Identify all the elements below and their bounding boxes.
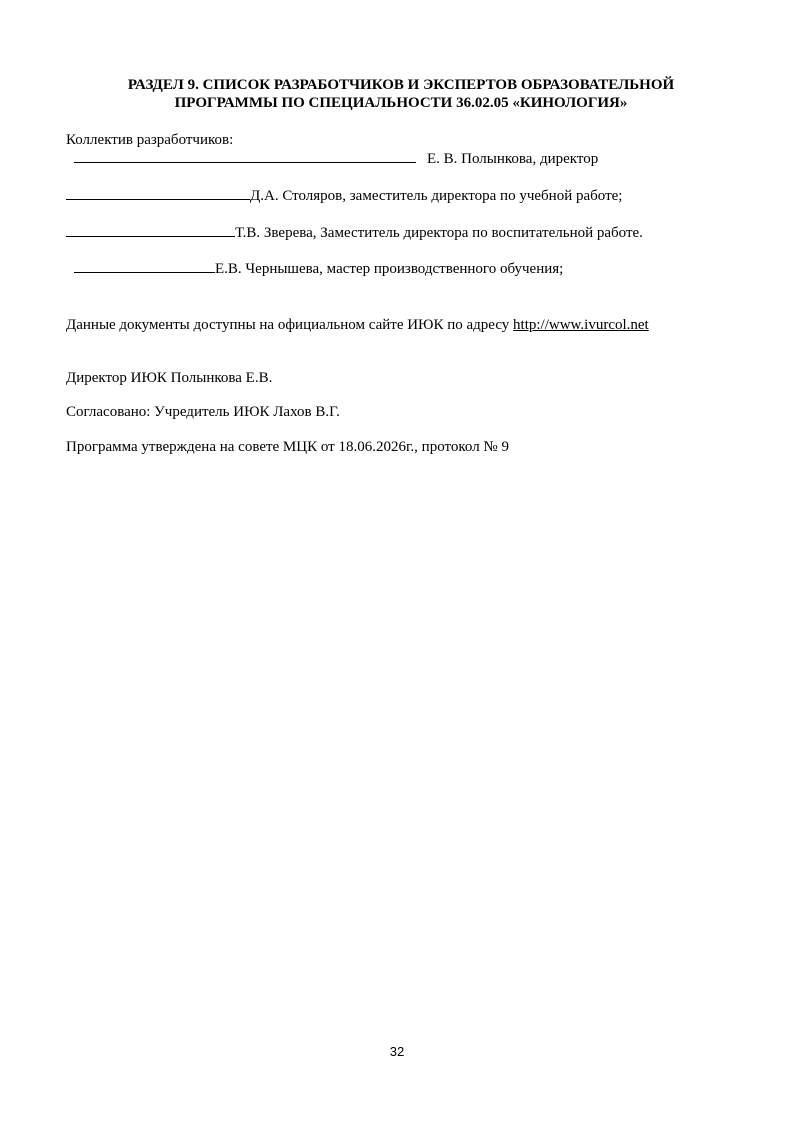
developer-row-4 xyxy=(74,259,563,278)
developer-name: Е.В. Чернышева, мастер производственного обучения; xyxy=(215,261,564,277)
developer-name: Д.А. Столяров, заместитель директора по учебной работе; xyxy=(250,188,623,204)
signature-line xyxy=(74,149,416,163)
developers-label: Коллектив разработчиков: xyxy=(66,132,234,148)
developer-name: Е. В. Полынкова, директор xyxy=(427,151,599,167)
developer-row-1 xyxy=(74,149,598,168)
director-line: Директор ИЮК Полынкова Е.В. xyxy=(66,370,273,386)
signature-line xyxy=(66,186,250,200)
availability-text: Данные документы доступны на официальном сайте ИЮК по адресу xyxy=(66,317,514,333)
availability-paragraph xyxy=(66,316,649,334)
section-heading-line-2: ПРОГРАММЫ ПО СПЕЦИАЛЬНОСТИ 36.02.05 «КИНОЛОГИЯ» xyxy=(174,95,628,111)
agreed-line: Согласовано: Учредитель ИЮК Лахов В.Г. xyxy=(66,404,340,420)
signature-line xyxy=(74,259,215,273)
website-link[interactable]: http://www.ivurcol.net xyxy=(513,317,649,333)
section-heading-line-1: РАЗДЕЛ 9. СПИСОК РАЗРАБОТЧИКОВ И ЭКСПЕРТОВ ОБРАЗОВАТЕЛЬНОЙ xyxy=(127,77,675,93)
page-number: 32 xyxy=(389,1044,405,1059)
signature-line xyxy=(66,223,235,237)
approval-line: Программа утверждена на совете МЦК от 18.06.2026г., протокол № 9 xyxy=(66,439,509,455)
developer-row-3 xyxy=(66,223,643,242)
developer-name: Т.В. Зверева, Заместитель директора по воспитательной работе. xyxy=(235,225,643,241)
developer-row-2 xyxy=(66,186,622,205)
section-heading xyxy=(66,76,736,112)
